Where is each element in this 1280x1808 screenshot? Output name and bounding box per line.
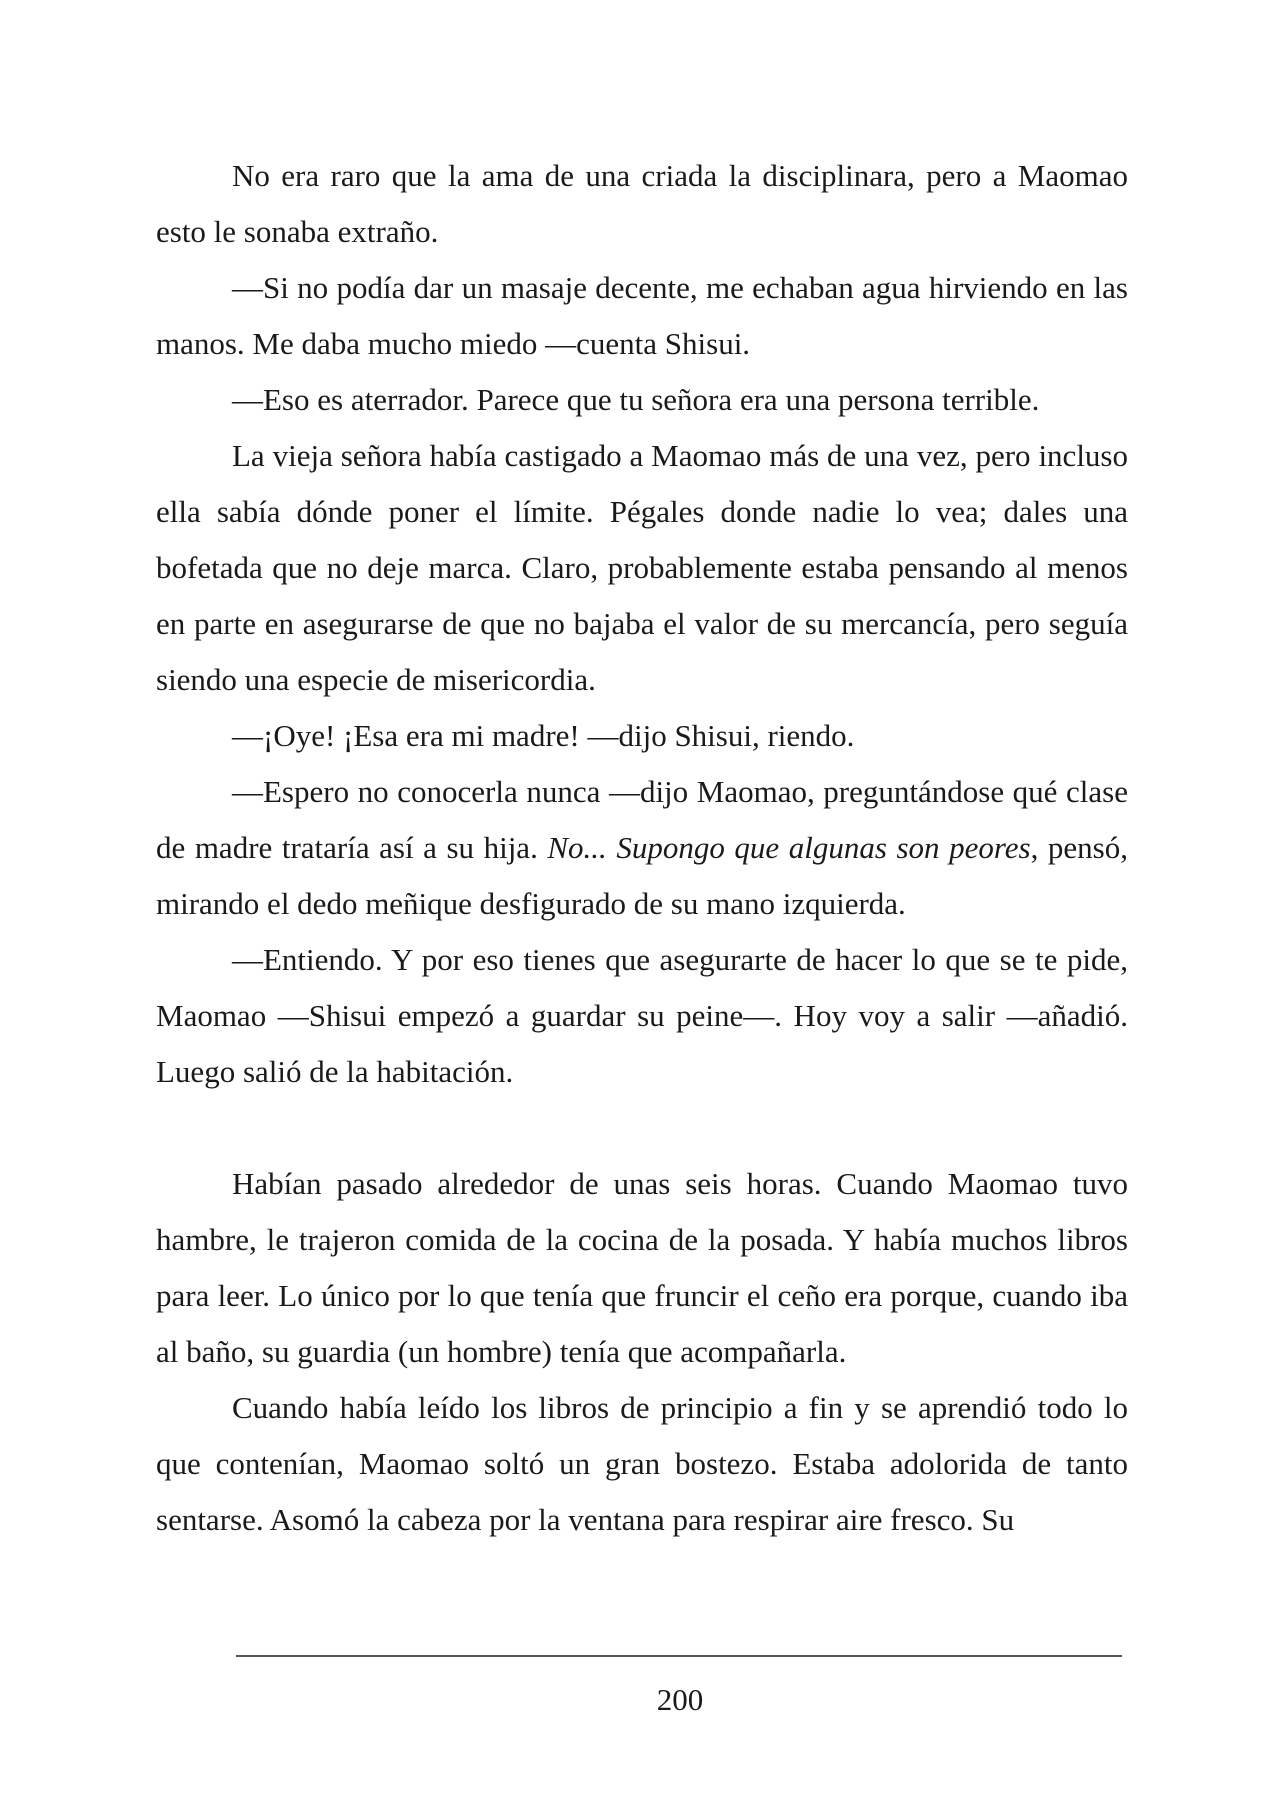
paragraph-1: No era raro que la ama de una criada la disciplinara, pero a Maomao esto le sonaba extraño. (156, 158, 1128, 249)
paragraph-2: —Si no podía dar un masaje decente, me echaban agua hirviendo en las manos. Me daba mucho miedo —cuenta Shisui. (156, 270, 1128, 361)
paragraph-6 (156, 764, 1128, 932)
paragraph-8: Habían pasado alrededor de unas seis horas. Cuando Maomao tuvo hambre, le trajeron comida de la cocina de la posada. Y había muchos libros para leer. Lo único por lo que tenía que fruncir el ceño era porque, cuando iba al baño, su guardia (un hombre) tenía que acompañarla. (156, 1166, 1128, 1369)
page-body (156, 148, 1128, 1548)
paragraph-5: —¡Oye! ¡Esa era mi madre! —dijo Shisui, riendo. (232, 718, 855, 753)
paragraph-9: Cuando había leído los libros de principio a fin y se aprendió todo lo que contenían, Maomao soltó un gran bostezo. Estaba adolorida de tanto sentarse. Asomó la cabeza por la ventana para respirar aire fresco. Su (156, 1390, 1128, 1537)
paragraph-4: La vieja señora había castigado a Maomao más de una vez, pero incluso ella sabía dónde poner el límite. Pégales donde nadie lo vea; dales una bofetada que no deje marca. Claro, probablemente estaba pensando al menos en parte en asegurarse de que no bajaba el valor de su mercancía, pero seguía siendo una especie de misericordia. (156, 438, 1128, 697)
paragraph-6-italic-thought: No... Supongo que algunas son peores (547, 830, 1031, 865)
page-number: 200 (656, 1682, 704, 1717)
paragraph-3: —Eso es aterrador. Parece que tu señora era una persona terrible. (232, 382, 1040, 417)
paragraph-6-text-end: , pensó, mirando el dedo meñique desfigurado de su mano izquierda. (156, 830, 1128, 921)
footer-divider (236, 1655, 1122, 1657)
section-break (156, 1100, 1128, 1156)
paragraph-7: —Entiendo. Y por eso tienes que asegurarte de hacer lo que se te pide, Maomao —Shisui empezó a guardar su peine—. Hoy voy a salir —añadió. Luego salió de la habitación. (156, 942, 1128, 1089)
paragraph-6-text-start: —Espero no conocerla nunca —dijo Maomao, preguntándose qué clase de madre trataría así a su hija. (156, 774, 1128, 865)
